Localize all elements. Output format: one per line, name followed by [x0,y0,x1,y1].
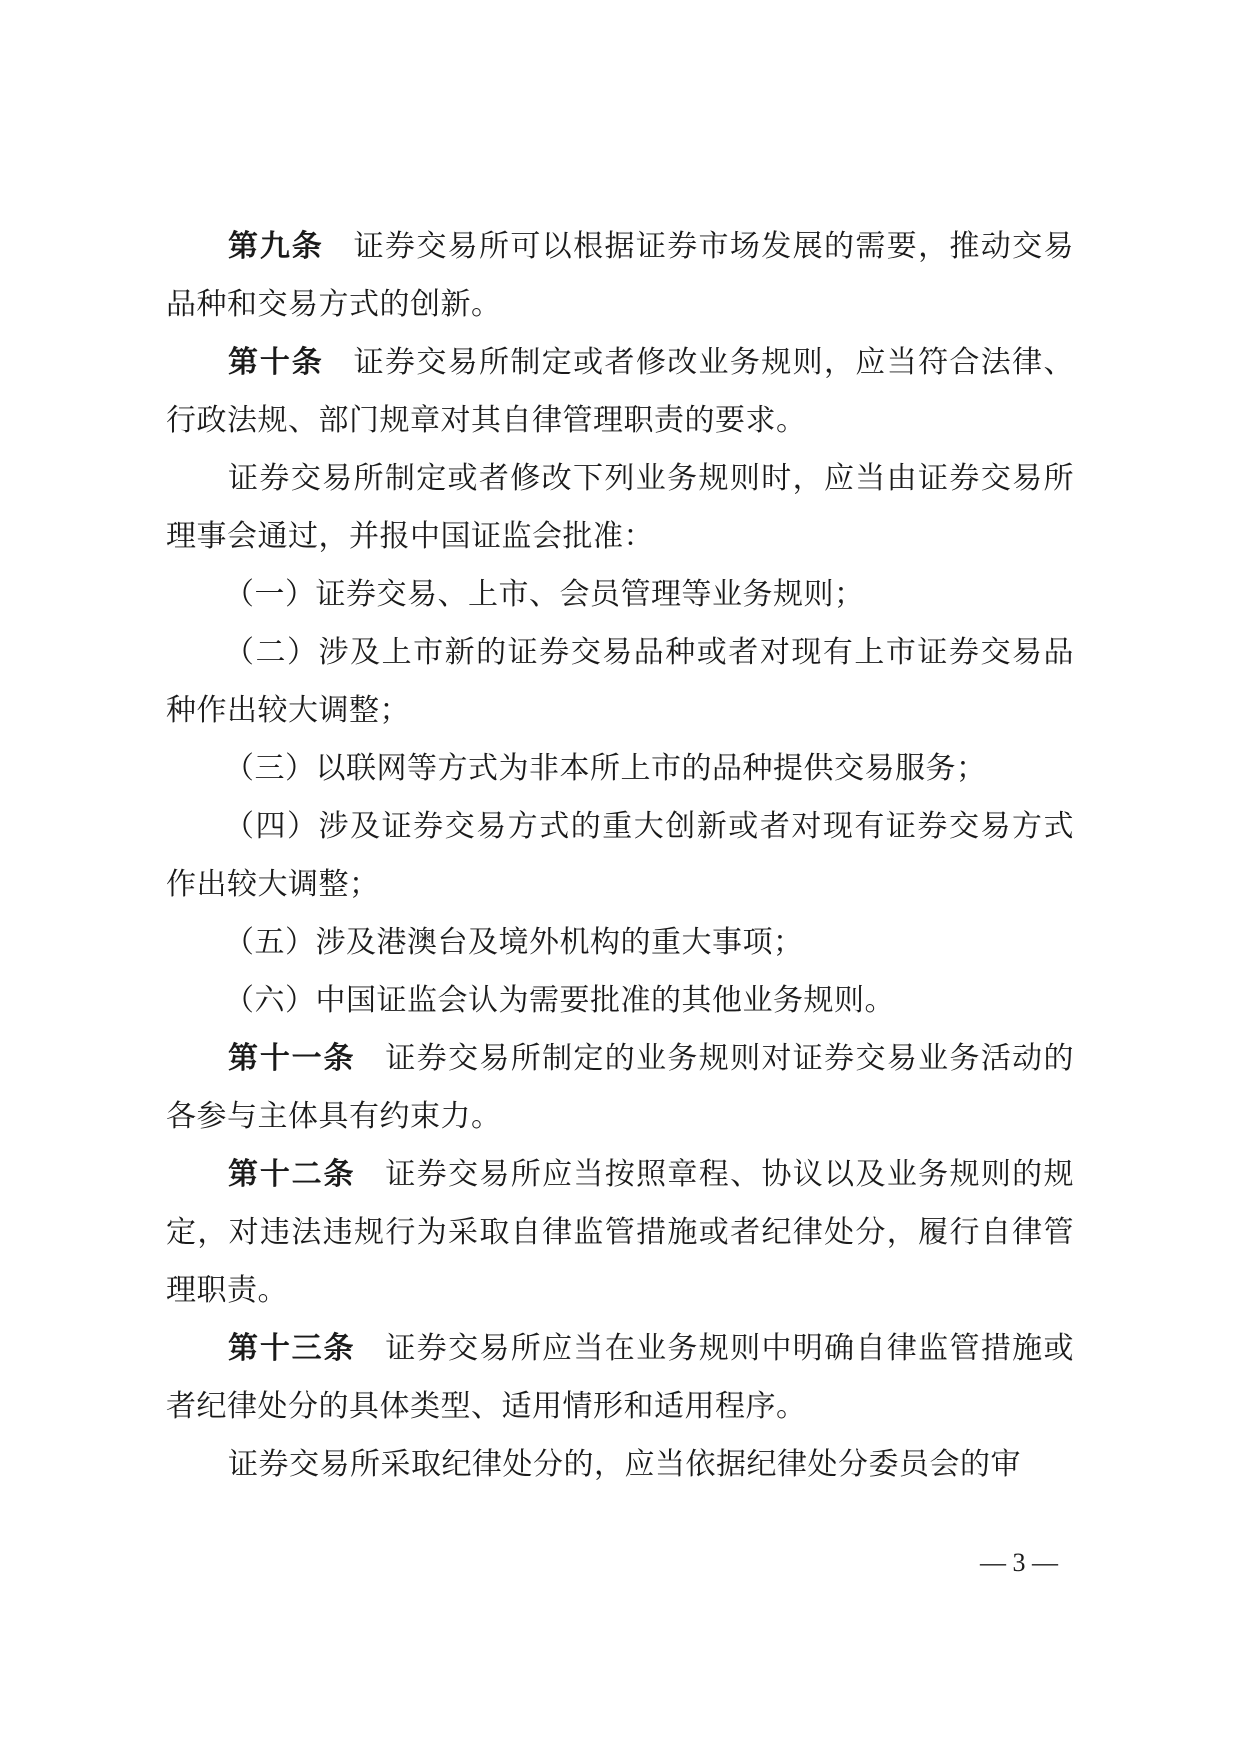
article-10-paragraph-2: 证券交易所制定或者修改下列业务规则时，应当由证券交易所理事会通过，并报中国证监会批准： [166,461,1074,554]
article-10-item-1: （一）证券交易、上市、会员管理等业务规则； [224,577,865,612]
article-10 [166,334,1074,450]
article-9 [166,218,1074,334]
page-number: — 3 — [980,1548,1058,1577]
article-10-item-3: （三）以联网等方式为非本所上市的品种提供交易服务； [224,751,987,786]
article-11-title: 第十一条 [228,1041,356,1076]
article-12-title: 第十二条 [228,1157,356,1192]
article-11-text: 证券交易所制定的业务规则对证券交易业务活动的各参与主体具有约束力。 [166,1041,1075,1134]
article-13-paragraph-2: 证券交易所采取纪律处分的，应当依据纪律处分委员会的审 [228,1447,1021,1482]
article-13-text: 证券交易所应当在业务规则中明确自律监管措施或者纪律处分的具体类型、适用情形和适用程序。 [166,1331,1075,1424]
article-12-text: 证券交易所应当按照章程、协议以及业务规则的规定，对违法违规行为采取自律监管措施或者纪律处分，履行自律管理职责。 [166,1157,1075,1308]
article-10-title: 第十条 [228,345,324,380]
article-9-title: 第九条 [228,229,324,264]
article-9-text: 证券交易所可以根据证券市场发展的需要，推动交易品种和交易方式的创新。 [166,229,1075,322]
document-body [166,218,1074,1494]
article-13 [166,1320,1074,1436]
article-13-title: 第十三条 [228,1331,356,1366]
article-10-item-4: （四）涉及证券交易方式的重大创新或者对现有证券交易方式作出较大调整； [166,809,1074,902]
article-12 [166,1146,1074,1320]
article-10-item-5: （五）涉及港澳台及境外机构的重大事项； [224,925,804,960]
article-11 [166,1030,1074,1146]
article-10-text: 证券交易所制定或者修改业务规则，应当符合法律、行政法规、部门规章对其自律管理职责的要求。 [166,345,1075,438]
article-10-item-2: （二）涉及上市新的证券交易品种或者对现有上市证券交易品种作出较大调整； [166,635,1074,728]
article-10-item-6: （六）中国证监会认为需要批准的其他业务规则。 [224,983,895,1018]
